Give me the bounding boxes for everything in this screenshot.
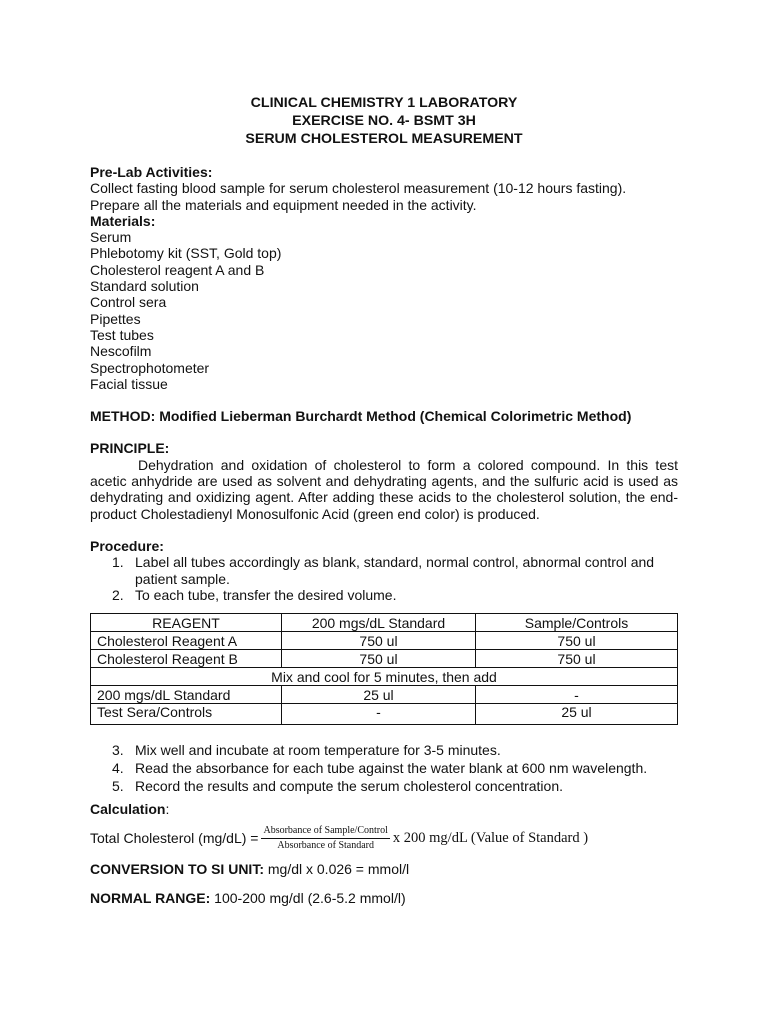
step-number: 3. (112, 742, 124, 759)
table-cell: Cholesterol Reagent B (91, 650, 282, 668)
material-item: Pipettes (90, 310, 141, 327)
material-item: Phlebotomy kit (SST, Gold top) (90, 245, 282, 262)
step-text: Mix well and incubate at room temperature for 3-5 minutes. (135, 742, 501, 759)
procedure-step (90, 587, 678, 603)
material-item: Control sera (90, 294, 167, 311)
material-item: Nescofilm (90, 343, 152, 360)
table-row (91, 704, 678, 725)
conversion-line (90, 861, 678, 877)
doc-title-line-3: SERUM CHOLESTEROL MEASUREMENT (245, 131, 523, 147)
method-line: METHOD: Modified Lieberman Burchardt Method (Chemical Colorimetric Method) (90, 408, 632, 425)
step-number: 2. (112, 586, 124, 603)
table-cell: Cholesterol Reagent A (91, 632, 282, 650)
material-item: Spectrophotometer (90, 359, 210, 376)
table-cell: 25 ul (476, 704, 678, 725)
table-row (91, 686, 678, 704)
table-cell: - (282, 704, 476, 725)
conversion-label: CONVERSION TO SI UNIT: (90, 861, 264, 878)
step-number: 1. (112, 554, 124, 571)
table-header-row (91, 614, 678, 632)
procedure-step (90, 554, 678, 587)
material-item: Cholesterol reagent A and B (90, 261, 265, 278)
table-header: 200 mgs/dL Standard (282, 614, 476, 632)
normal-range-value: 100-200 mg/dl (2.6-5.2 mmol/l) (210, 889, 406, 906)
table-row (91, 650, 678, 668)
table-cell: 750 ul (282, 632, 476, 650)
principle-heading: PRINCIPLE: (90, 440, 170, 457)
table-header: Sample/Controls (476, 614, 678, 632)
step-number: 4. (112, 760, 124, 777)
material-item: Standard solution (90, 278, 199, 295)
principle-text: Dehydration and oxidation of cholesterol to form a colored compound. In this test acetic anhydride are used as solvent and dehydrating agents, and the sulfuric acid is used as dehydrating and oxidizing agent. After adding these acids to the cholesterol solution, the end-product Cholestadienyl Monosulfonic Acid (green end color) is produced. (90, 456, 678, 522)
material-item: Facial tissue (90, 375, 168, 392)
table-row (91, 668, 678, 686)
material-item: Test tubes (90, 326, 154, 343)
table-cell: 750 ul (282, 650, 476, 668)
doc-title-line-2: EXERCISE NO. 4- BSMT 3H (292, 113, 476, 129)
document-page (90, 94, 678, 906)
step-text: Record the results and compute the serum cholesterol concentration. (135, 778, 564, 795)
table-merged-cell: Mix and cool for 5 minutes, then add (91, 668, 678, 686)
normal-range-label: NORMAL RANGE: (90, 889, 211, 906)
procedure-heading: Procedure: (90, 537, 164, 554)
step-number: 5. (112, 778, 124, 795)
step-text: To each tube, transfer the desired volume. (135, 586, 397, 603)
table-cell: Test Sera/Controls (91, 704, 282, 725)
formula-fraction (261, 825, 389, 852)
formula-lhs: Total Cholesterol (mg/dL) = (90, 830, 259, 847)
step-text: Label all tubes accordingly as blank, standard, normal control, abnormal control and patient sample. (135, 554, 655, 587)
formula-denominator: Absorbance of Standard (277, 839, 374, 851)
procedure-steps-second (90, 741, 678, 795)
formula-rhs: x 200 mg/dL (Value of Standard ) (392, 830, 589, 847)
table-cell: 200 mgs/dL Standard (91, 686, 282, 704)
calculation-colon: : (165, 801, 170, 818)
procedure-step (90, 759, 678, 777)
table-row (91, 632, 678, 650)
conversion-value: mg/dl x 0.026 = mmol/l (263, 861, 410, 878)
doc-title-line-1: CLINICAL CHEMISTRY 1 LABORATORY (250, 95, 518, 111)
table-cell: 25 ul (282, 686, 476, 704)
table-cell: 750 ul (476, 650, 678, 668)
materials-list (90, 229, 678, 392)
material-item: Serum (90, 229, 132, 246)
materials-heading: Materials: (90, 212, 156, 229)
procedure-step (90, 777, 678, 795)
prelab-text: Collect fasting blood sample for serum cholesterol measurement (10-12 hours fasting). Prepare all the materials and equipment needed in the activity. (90, 180, 627, 213)
procedure-step (90, 741, 678, 759)
calculation-label (90, 801, 678, 817)
step-text: Read the absorbance for each tube against the water blank at 600 nm wavelength. (135, 760, 648, 777)
prelab-heading: Pre-Lab Activities: (90, 164, 213, 180)
formula-numerator: Absorbance of Sample/Control (261, 825, 389, 839)
table-header: REAGENT (91, 614, 282, 632)
reagent-table (90, 613, 678, 725)
cholesterol-formula (90, 823, 678, 853)
procedure-steps-first (90, 554, 678, 603)
calculation-heading: Calculation (90, 801, 166, 818)
table-cell: - (476, 686, 678, 704)
table-cell: 750 ul (476, 632, 678, 650)
normal-range-line (90, 890, 678, 906)
